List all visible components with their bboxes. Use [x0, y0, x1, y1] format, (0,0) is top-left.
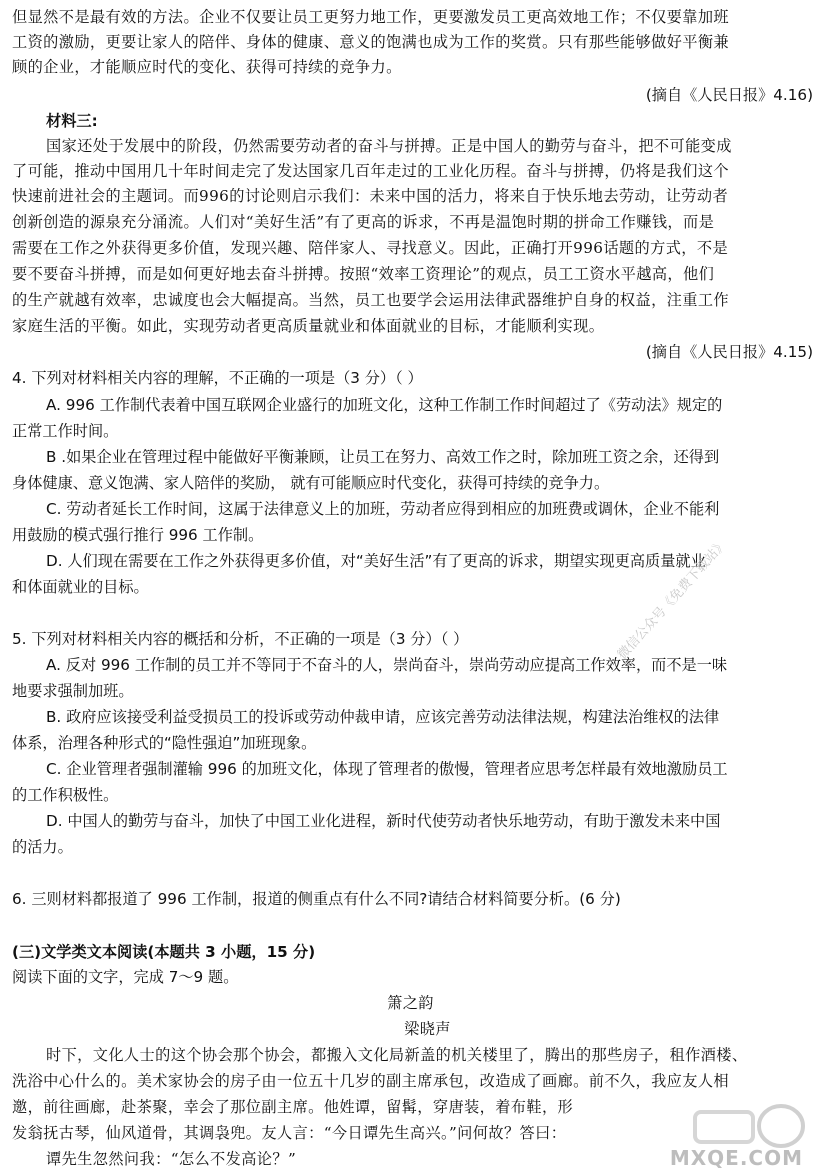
material3-line-5: 需要在工作之外获得更多价值，发现兴趣、陪伴家人、寻找意义。因此，正确打开996话题的方式，不是 — [12, 239, 729, 257]
story-title: 箫之韵 — [387, 994, 434, 1012]
question-5-option-c-line-2: 的工作积极性。 — [12, 786, 119, 804]
material2-line-2: 工资的激励，更要让家人的陪伴、身体的健康、意义的饱满也成为工作的奖赏。只有那些能够做好平衡兼 — [12, 33, 730, 51]
story-line-2: 洗浴中心什么的。美术家协会的房子由一位五十几岁的副主席承包，改造成了画廊。前不久，我应友人相 — [12, 1072, 730, 1090]
question-4-option-a-line-2: 正常工作时间。 — [12, 422, 119, 440]
material3-line-6: 要不要奋斗拼搏，而是如何更好地去奋斗拼搏。按照“效率工资理论”的观点，员工工资水平越高，他们 — [12, 265, 715, 283]
material3-line-1: 国家还处于发展中的阶段，仍然需要劳动者的奋斗与拼搏。正是中国人的勤劳与奋斗，把不可能变成 — [46, 137, 732, 155]
section3-instruction: 阅读下面的文字，完成 7～9 题。 — [12, 968, 239, 986]
question-4-option-b-line-1: B .如果企业在管理过程中能做好平衡兼顾，让员工在努力、高效工作之时，除加班工资之余，还得到 — [46, 448, 720, 466]
question-4-option-c-line-2: 用鼓励的模式强行推行 996 工作制。 — [12, 526, 264, 544]
material3-line-2: 了可能，推动中国用几十年时间走完了发达国家几百年走过的工业化历程。奋斗与拼搏，仍将是我们这个 — [12, 162, 730, 180]
question-4-option-c-line-1: C. 劳动者延长工作时间，这属于法律意义上的加班，劳动者应得到相应的加班费或调休，企业不能利 — [46, 500, 720, 518]
story-author: 梁晓声 — [404, 1020, 451, 1038]
logo-text: MXQE.COM — [669, 1146, 803, 1170]
material2-line-3: 顾的企业，才能顺应时代的变化、获得可持续的竞争力。 — [12, 58, 402, 76]
question-5-option-d-line-1: D. 中国人的勤劳与奋斗，加快了中国工业化进程，新时代使劳动者快乐地劳动，有助于激发未来中国 — [46, 812, 721, 830]
question-4-option-b-line-2: 身体健康、意义饱满、家人陪伴的奖励， 就有可能顺应时代变化，获得可持续的竞争力。 — [12, 474, 610, 492]
story-line-5: 谭先生忽然问我：“怎么不发高论？” — [46, 1150, 297, 1168]
question-4-option-d-line-2: 和体面就业的目标。 — [12, 578, 149, 596]
material3-line-7: 的生产就越有效率，忠诚度也会大幅提高。当然，员工也要学会运用法律武器维护自身的权益，注重工作 — [12, 291, 730, 309]
question-6-stem: 6. 三则材料都报道了 996 工作制，报道的侧重点有什么不同?请结合材料简要分析。(6 分) — [12, 890, 621, 908]
question-5-option-d-line-2: 的活力。 — [12, 838, 73, 856]
question-5-option-a-line-2: 地要求强制加班。 — [12, 682, 134, 700]
section3-heading: (三)文学类文本阅读(本题共 3 小题，15 分) — [12, 943, 316, 961]
story-line-3: 邀，前往画廊，赴茶聚，幸会了那位副主席。他姓谭，留髯，穿唐装，着布鞋，形 — [12, 1098, 574, 1116]
material3-heading: 材料三: — [46, 112, 98, 130]
material3-line-4: 创新创造的源泉充分涌流。人们对“美好生活”有了更高的诉求，不再是温饱时期的拼命工作赚钱，而是 — [12, 213, 715, 231]
question-4-stem: 4. 下列对材料相关内容的理解，不正确的一项是（3 分）（ ） — [12, 369, 423, 387]
material3-line-3: 快速前进社会的主题词。而996的讨论则启示我们：未来中国的活力，将来自于快乐地去劳动，让劳动者 — [12, 187, 729, 205]
question-5-option-b-line-1: B. 政府应该接受利益受损员工的投诉或劳动仲裁申请，应该完善劳动法律法规，构建法治维权的法律 — [46, 708, 720, 726]
material3-source: (摘自《人民日报》4.15) — [645, 343, 813, 361]
question-4-option-d-line-1: D. 人们现在需要在工作之外获得更多价值，对“美好生活”有了更高的诉求，期望实现更高质量就业 — [46, 552, 706, 570]
question-4-option-a-line-1: A. 996 工作制代表着中国互联网企业盛行的加班文化，这种工作制工作时间超过了《劳动法》规定的 — [46, 396, 723, 414]
material2-source: (摘自《人民日报》4.16) — [645, 86, 813, 104]
material3-line-8: 家庭生活的平衡。如此，实现劳动者更高质量就业和体面就业的目标，才能顺利实现。 — [12, 317, 605, 335]
question-5-option-b-line-2: 体系，治理各种形式的“隐性强迫”加班现象。 — [12, 734, 317, 752]
question-5-option-a-line-1: A. 反对 996 工作制的员工并不等同于不奋斗的人，崇尚奋斗，崇尚劳动应提高工作效率，而不是一味 — [46, 656, 728, 674]
story-line-4: 发翁抚古琴，仙风道骨，其调袅兜。友人言：“今日谭先生高兴。”问何故？答曰： — [12, 1124, 567, 1142]
material2-line-1: 但显然不是最有效的方法。企业不仅要让员工更努力地工作，更要激发员工更高效地工作；不仅要靠加班 — [12, 8, 730, 26]
story-line-1: 时下，文化人士的这个协会那个协会，都搬入文化局新盖的机关楼里了，腾出的那些房子，租作酒楼、 — [46, 1046, 748, 1064]
question-5-option-c-line-1: C. 企业管理者强制灌输 996 的加班文化，体现了管理者的傲慢，管理者应思考怎样最有效地激励员工 — [46, 760, 728, 778]
watermark-text: 微信公众号《免费下载站》 — [614, 536, 731, 663]
question-5-stem: 5. 下列对材料相关内容的概括和分析，不正确的一项是（3 分）（ ） — [12, 630, 469, 648]
